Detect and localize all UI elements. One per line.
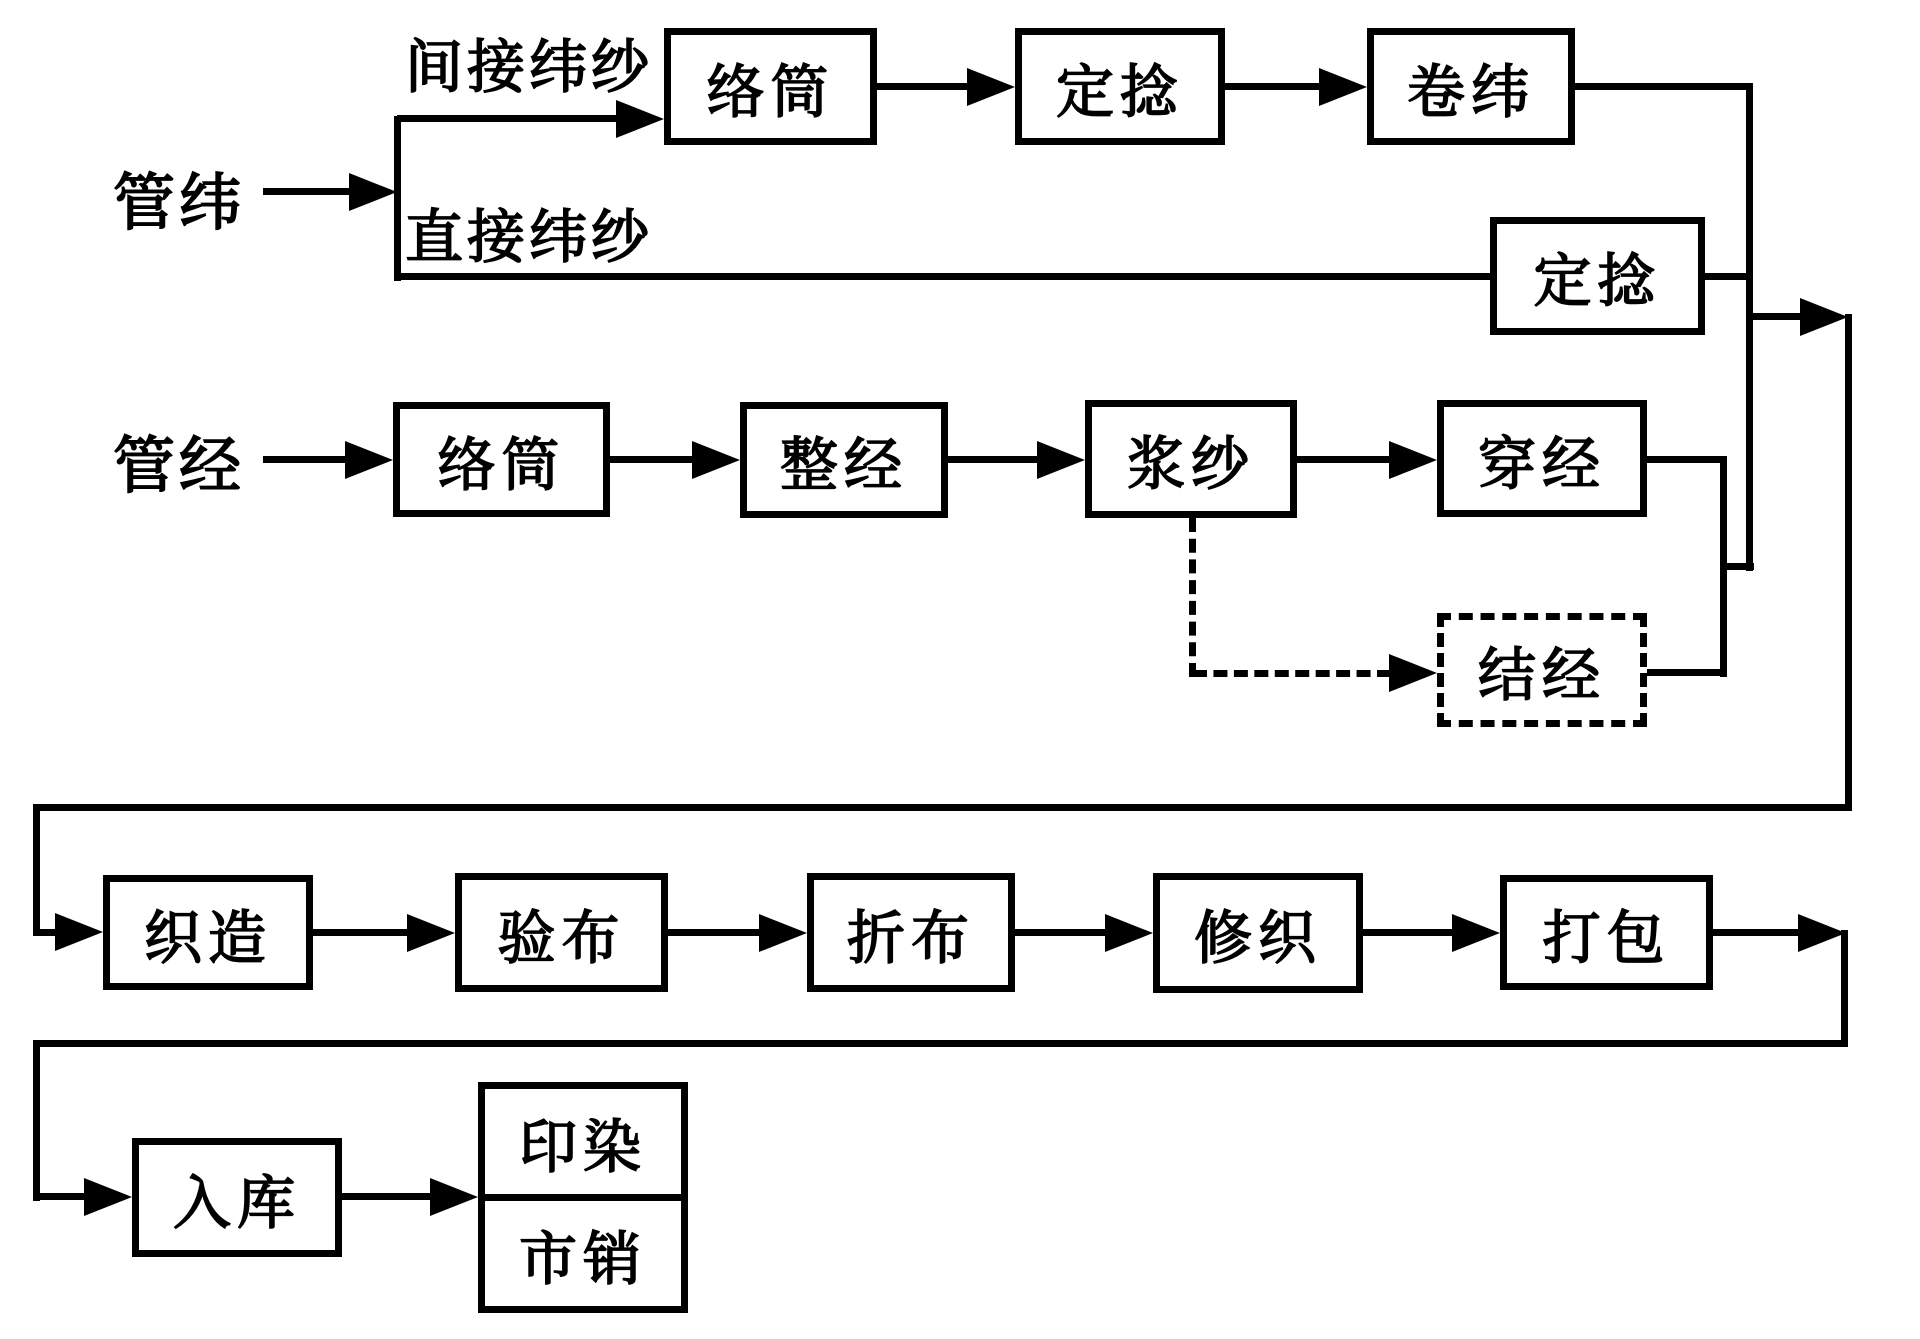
line-sizing-to-drawing xyxy=(1297,456,1391,463)
node-weft-rewinding: 卷纬 xyxy=(1367,28,1575,145)
warp-input-label: 管经 xyxy=(113,433,246,501)
line-weft-merge-vertical xyxy=(1746,84,1753,571)
node-weft-twist-setting: 定捻 xyxy=(1015,28,1225,145)
arrowhead-mending-to-packing xyxy=(1452,914,1500,952)
node-warehousing: 入库 xyxy=(132,1138,342,1257)
arrowhead-into-knotting xyxy=(1389,654,1437,692)
node-warp-winding: 络筒 xyxy=(393,402,610,517)
arrowhead-indirect-weft xyxy=(616,100,664,138)
weft-input-label: 管纬 xyxy=(113,170,246,238)
node-mending: 修织 xyxy=(1153,873,1363,993)
arrowhead-folding-to-mending xyxy=(1105,914,1153,952)
line-warehousing-out xyxy=(342,1193,432,1200)
line-merge-to-loom xyxy=(1750,313,1802,320)
node-knotting-dashed: 结经 xyxy=(1437,613,1647,727)
line-weft-fork xyxy=(394,116,401,281)
node-sizing: 浆纱 xyxy=(1085,400,1297,518)
line-direct-weft xyxy=(397,273,1490,280)
line-indirect-weft xyxy=(397,115,616,122)
direct-weft-branch-label: 直接纬纱 xyxy=(405,205,654,270)
line-right-drop-row2 xyxy=(1841,930,1848,1047)
arrowhead-into-weaving xyxy=(55,913,103,951)
line-return-row1 xyxy=(33,804,1852,811)
line-rewinding-out xyxy=(1575,83,1753,90)
node-market-sale: 市销 xyxy=(518,1226,647,1292)
arrowhead-into-destinations xyxy=(430,1178,478,1216)
arrowhead-warping-to-sizing xyxy=(1037,441,1085,479)
dashed-line-sizing-down xyxy=(1189,518,1196,677)
line-left-drop-row1 xyxy=(33,804,40,936)
node-cloth-inspection: 验布 xyxy=(455,873,668,992)
line-weft-twist-to-rewinding xyxy=(1225,83,1321,90)
line-mending-to-packing xyxy=(1363,929,1454,936)
node-direct-weft-twist-setting: 定捻 xyxy=(1490,217,1705,335)
node-weft-winding: 络筒 xyxy=(664,28,877,145)
node-cloth-folding: 折布 xyxy=(807,873,1015,992)
line-drawing-out xyxy=(1647,456,1727,463)
line-right-drop xyxy=(1845,314,1852,811)
arrowhead-sizing-to-drawing xyxy=(1389,441,1437,479)
node-packing: 打包 xyxy=(1500,875,1713,990)
node-destination-stack xyxy=(478,1082,688,1313)
node-drawing-in: 穿经 xyxy=(1437,400,1647,517)
line-packing-out xyxy=(1713,929,1800,936)
line-warp-jog xyxy=(1720,563,1754,570)
node-weaving: 织造 xyxy=(103,875,313,990)
line-warping-to-sizing xyxy=(948,456,1039,463)
line-direct-twist-out xyxy=(1705,273,1753,280)
arrowhead-weaving-to-inspection xyxy=(407,914,455,952)
node-dyeing: 印染 xyxy=(485,1089,681,1201)
line-weaving-to-inspection xyxy=(313,929,409,936)
line-warp-winding-to-warping xyxy=(610,456,694,463)
line-folding-to-mending xyxy=(1015,929,1107,936)
arrowhead-warp-input xyxy=(345,441,393,479)
line-return-row2 xyxy=(33,1040,1848,1047)
dashed-line-to-knotting xyxy=(1193,670,1391,677)
arrowhead-packing-out xyxy=(1798,914,1846,952)
line-left-drop-row2 xyxy=(33,1040,40,1201)
arrowhead-weft-winding-to-twist xyxy=(967,68,1015,106)
line-knotting-out xyxy=(1647,669,1727,676)
line-weft-input xyxy=(263,188,349,195)
arrowhead-weft-input xyxy=(349,173,397,211)
line-weft-winding-to-twist xyxy=(877,83,969,90)
node-warping: 整经 xyxy=(740,402,948,518)
arrowhead-inspection-to-folding xyxy=(759,914,807,952)
arrowhead-weft-twist-to-rewinding xyxy=(1319,68,1367,106)
line-inspection-to-folding xyxy=(668,929,761,936)
line-warp-input xyxy=(263,456,347,463)
indirect-weft-branch-label: 间接纬纱 xyxy=(405,35,654,100)
arrowhead-merge-to-loom xyxy=(1800,298,1848,336)
arrowhead-warp-winding-to-warping xyxy=(692,441,740,479)
line-into-warehousing xyxy=(33,1193,86,1200)
arrowhead-into-warehousing xyxy=(84,1178,132,1216)
